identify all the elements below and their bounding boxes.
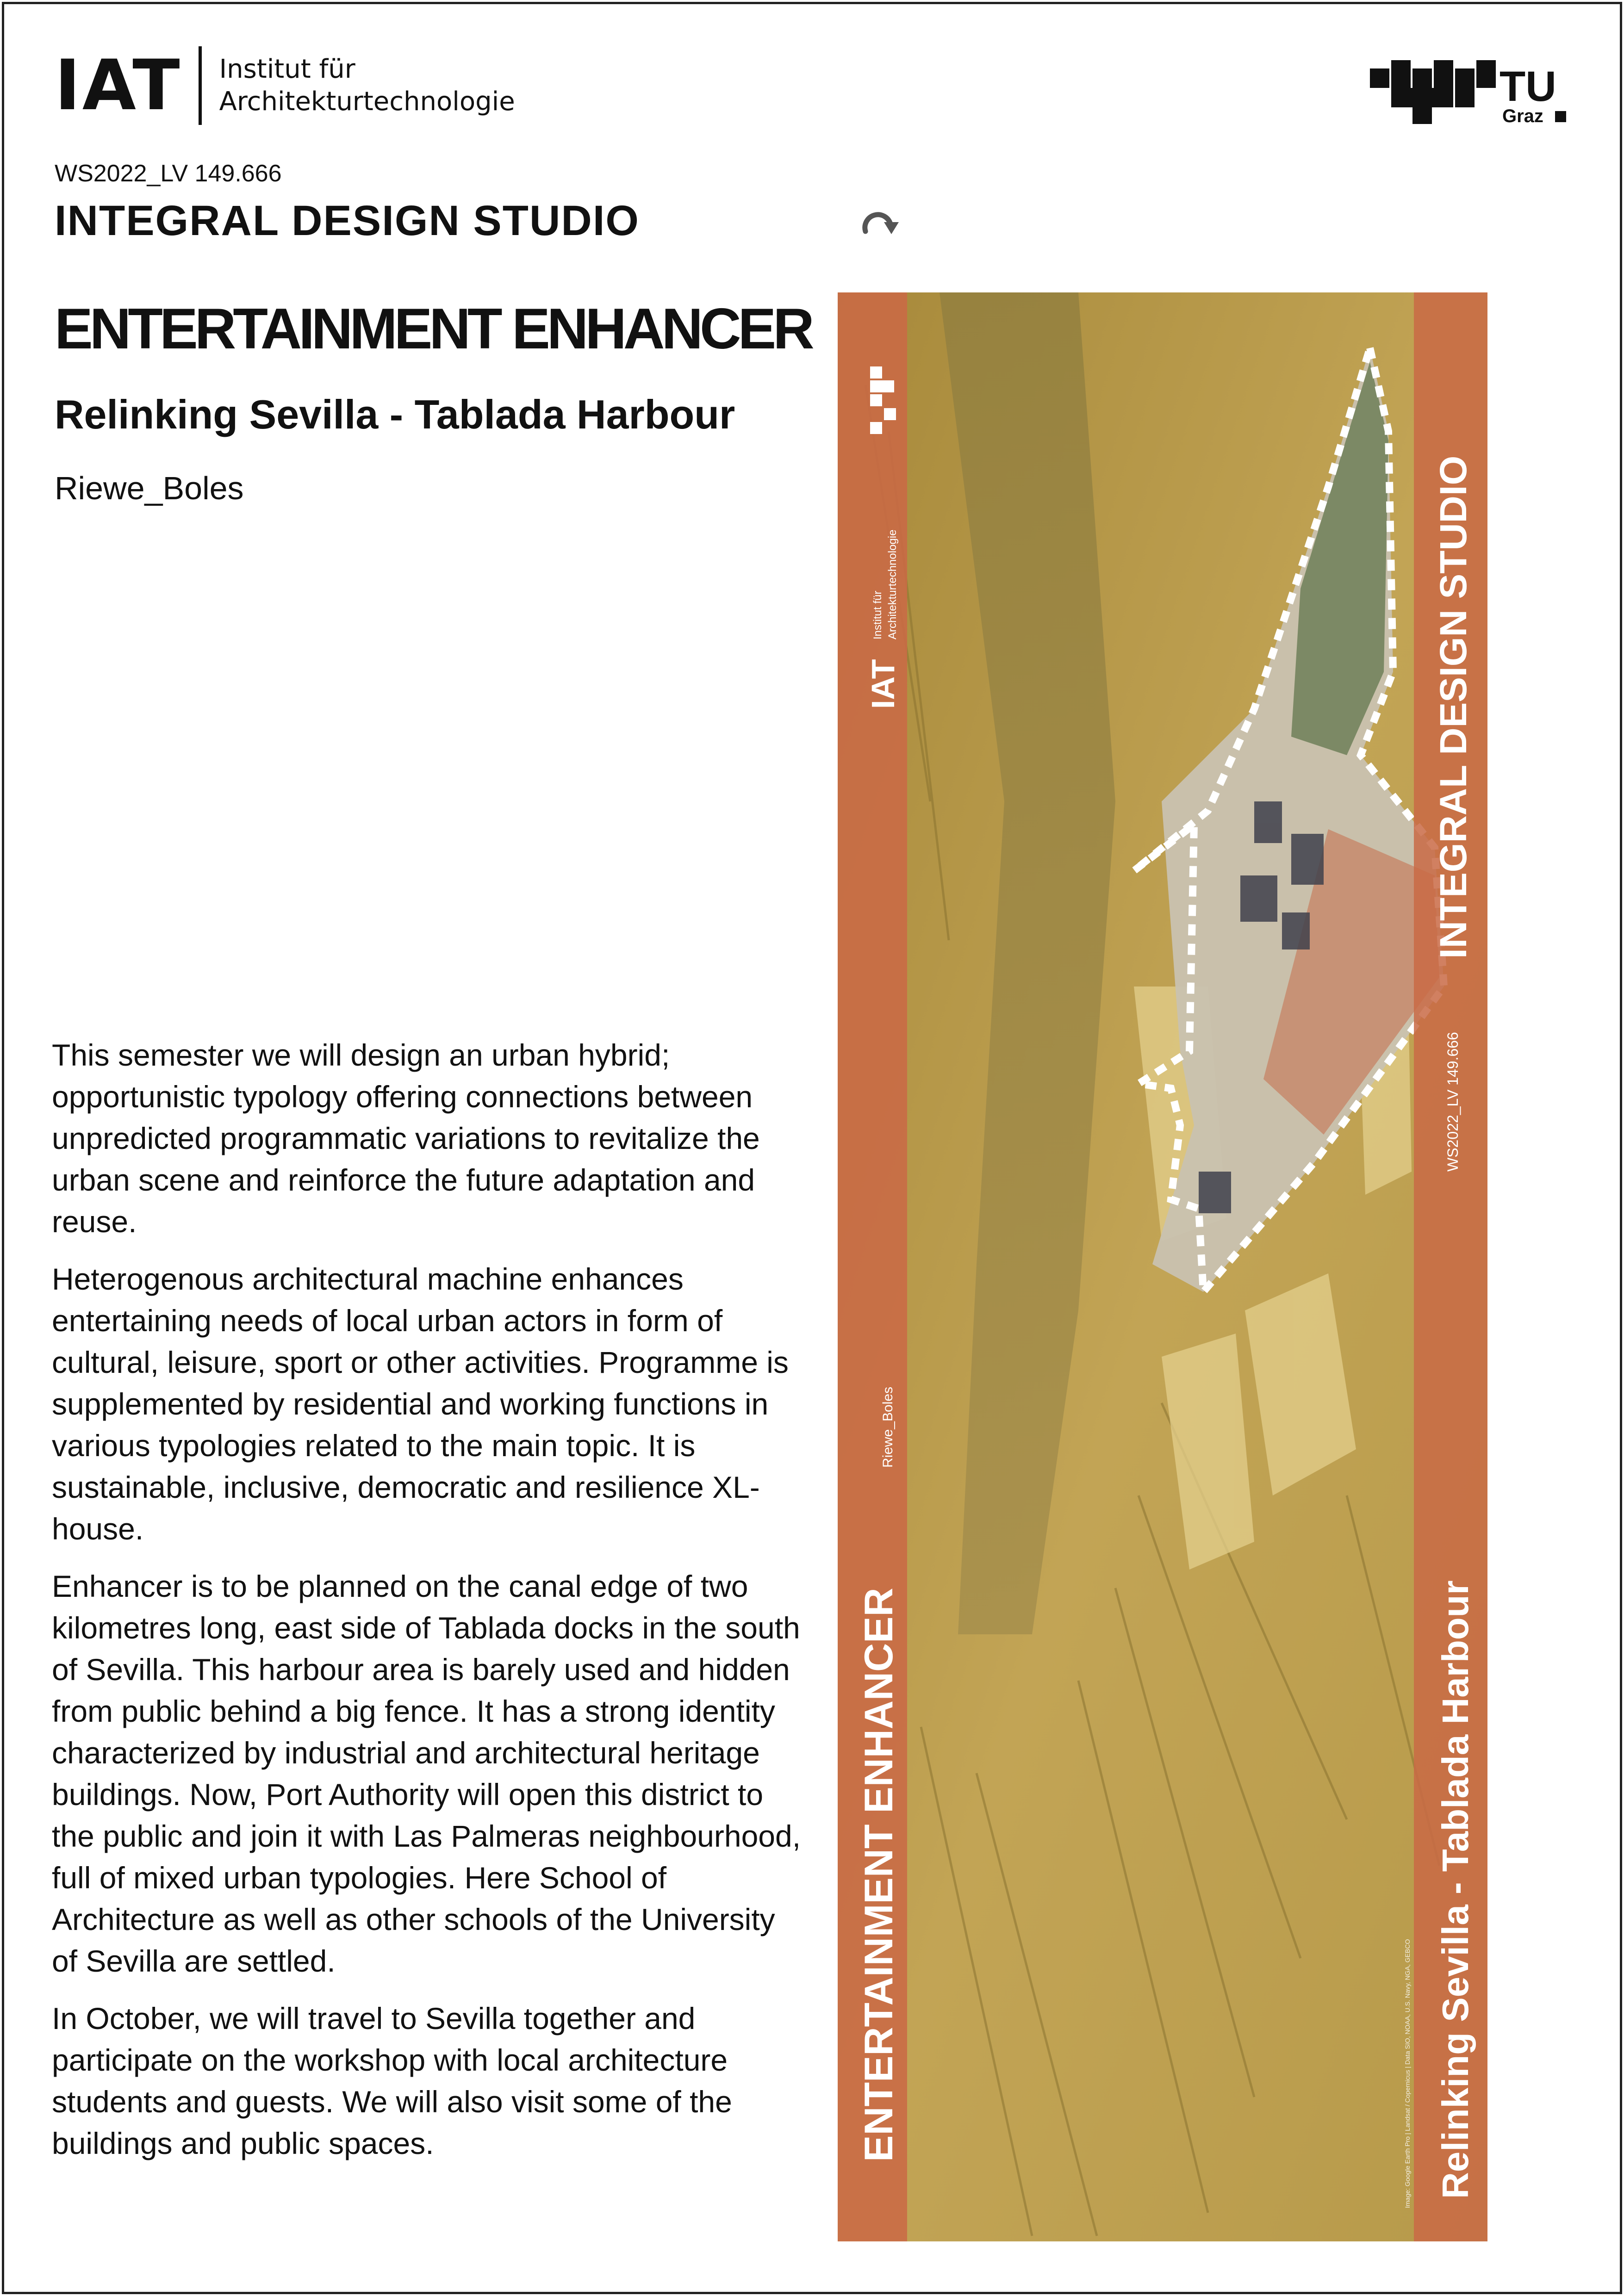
tu-logo-sub: Graz	[1502, 106, 1543, 125]
poster-studio: INTEGRAL DESIGN STUDIO	[1432, 455, 1475, 959]
institute-line-1: Institut für	[219, 54, 355, 84]
project-poster	[838, 292, 1487, 2241]
description-paragraph-1: This semester we will design an urban hybrid; opportunistic typology offering connections between unpredicted programmatic variations to revitalize the urban scene and reinforce the future adaptation and reuse.	[52, 1038, 760, 1239]
tu-logo-text: TU	[1500, 63, 1556, 110]
poster-authors: Riewe_Boles	[880, 1386, 896, 1468]
project-authors: Riewe_Boles	[55, 470, 244, 506]
poster-iat-mark: IAT	[865, 659, 901, 709]
iat-logo-mark: IAT	[55, 45, 182, 126]
logo-divider	[199, 46, 202, 125]
course-code: WS2022_LV 149.666	[55, 160, 282, 187]
poster-subtitle: Relinking Sevilla - Tablada Harbour	[1435, 1580, 1476, 2199]
description-text	[52, 1034, 802, 2180]
poster-inst-line-2: Architekturtechnologie	[886, 529, 899, 639]
institute-line-2: Architekturtechnologie	[219, 87, 515, 117]
institute-name	[219, 53, 515, 118]
poster-inst-line-1: Institut für	[871, 590, 884, 639]
poster-image-credit: Image: Google Earth Pro | Landsat / Copernicus | Data SIO, NOAA, U.S. Navy, NGA, GEBCO	[1404, 1939, 1411, 2208]
poster-course-code: WS2022_LV 149.666	[1444, 1032, 1461, 1172]
project-subtitle: Relinking Sevilla - Tablada Harbour	[55, 391, 735, 437]
tu-graz-logo	[1370, 60, 1569, 125]
description-paragraph-4: In October, we will travel to Sevilla together and participate on the workshop with local architecture students and guests. We will also visit some of the buildings and public spaces.	[52, 2001, 732, 2160]
description-paragraph-2: Heterogenous architectural machine enhances entertaining needs of local urban actors in form of cultural, leisure, sport or other activities. Programme is supplemented by residential and working functions in various typologies related to the main topic. It is sustainable, inclusive, democratic and resilience XL-house.	[52, 1262, 789, 1546]
iat-logo	[55, 46, 515, 125]
studio-title: INTEGRAL DESIGN STUDIO	[55, 197, 640, 244]
description-paragraph-3: Enhancer is to be planned on the canal edge of two kilometres long, east side of Tablada docks in the south of Sevilla. This harbour area is barely used and hidden from public behind a big fence. It has a strong identity characterized by industrial and architectural heritage buildings. Now, Port Authority will open this district to the public and join it with Las Palmeras neighbourhood, full of mixed urban typologies. Here School of Architecture as well as other schools of the University of Sevilla are settled.	[52, 1569, 801, 1978]
poster-title: ENTERTAINMENT ENHANCER	[857, 1588, 901, 2162]
reload-icon[interactable]	[856, 204, 902, 241]
project-title: ENTERTAINMENT ENHANCER	[55, 297, 811, 361]
